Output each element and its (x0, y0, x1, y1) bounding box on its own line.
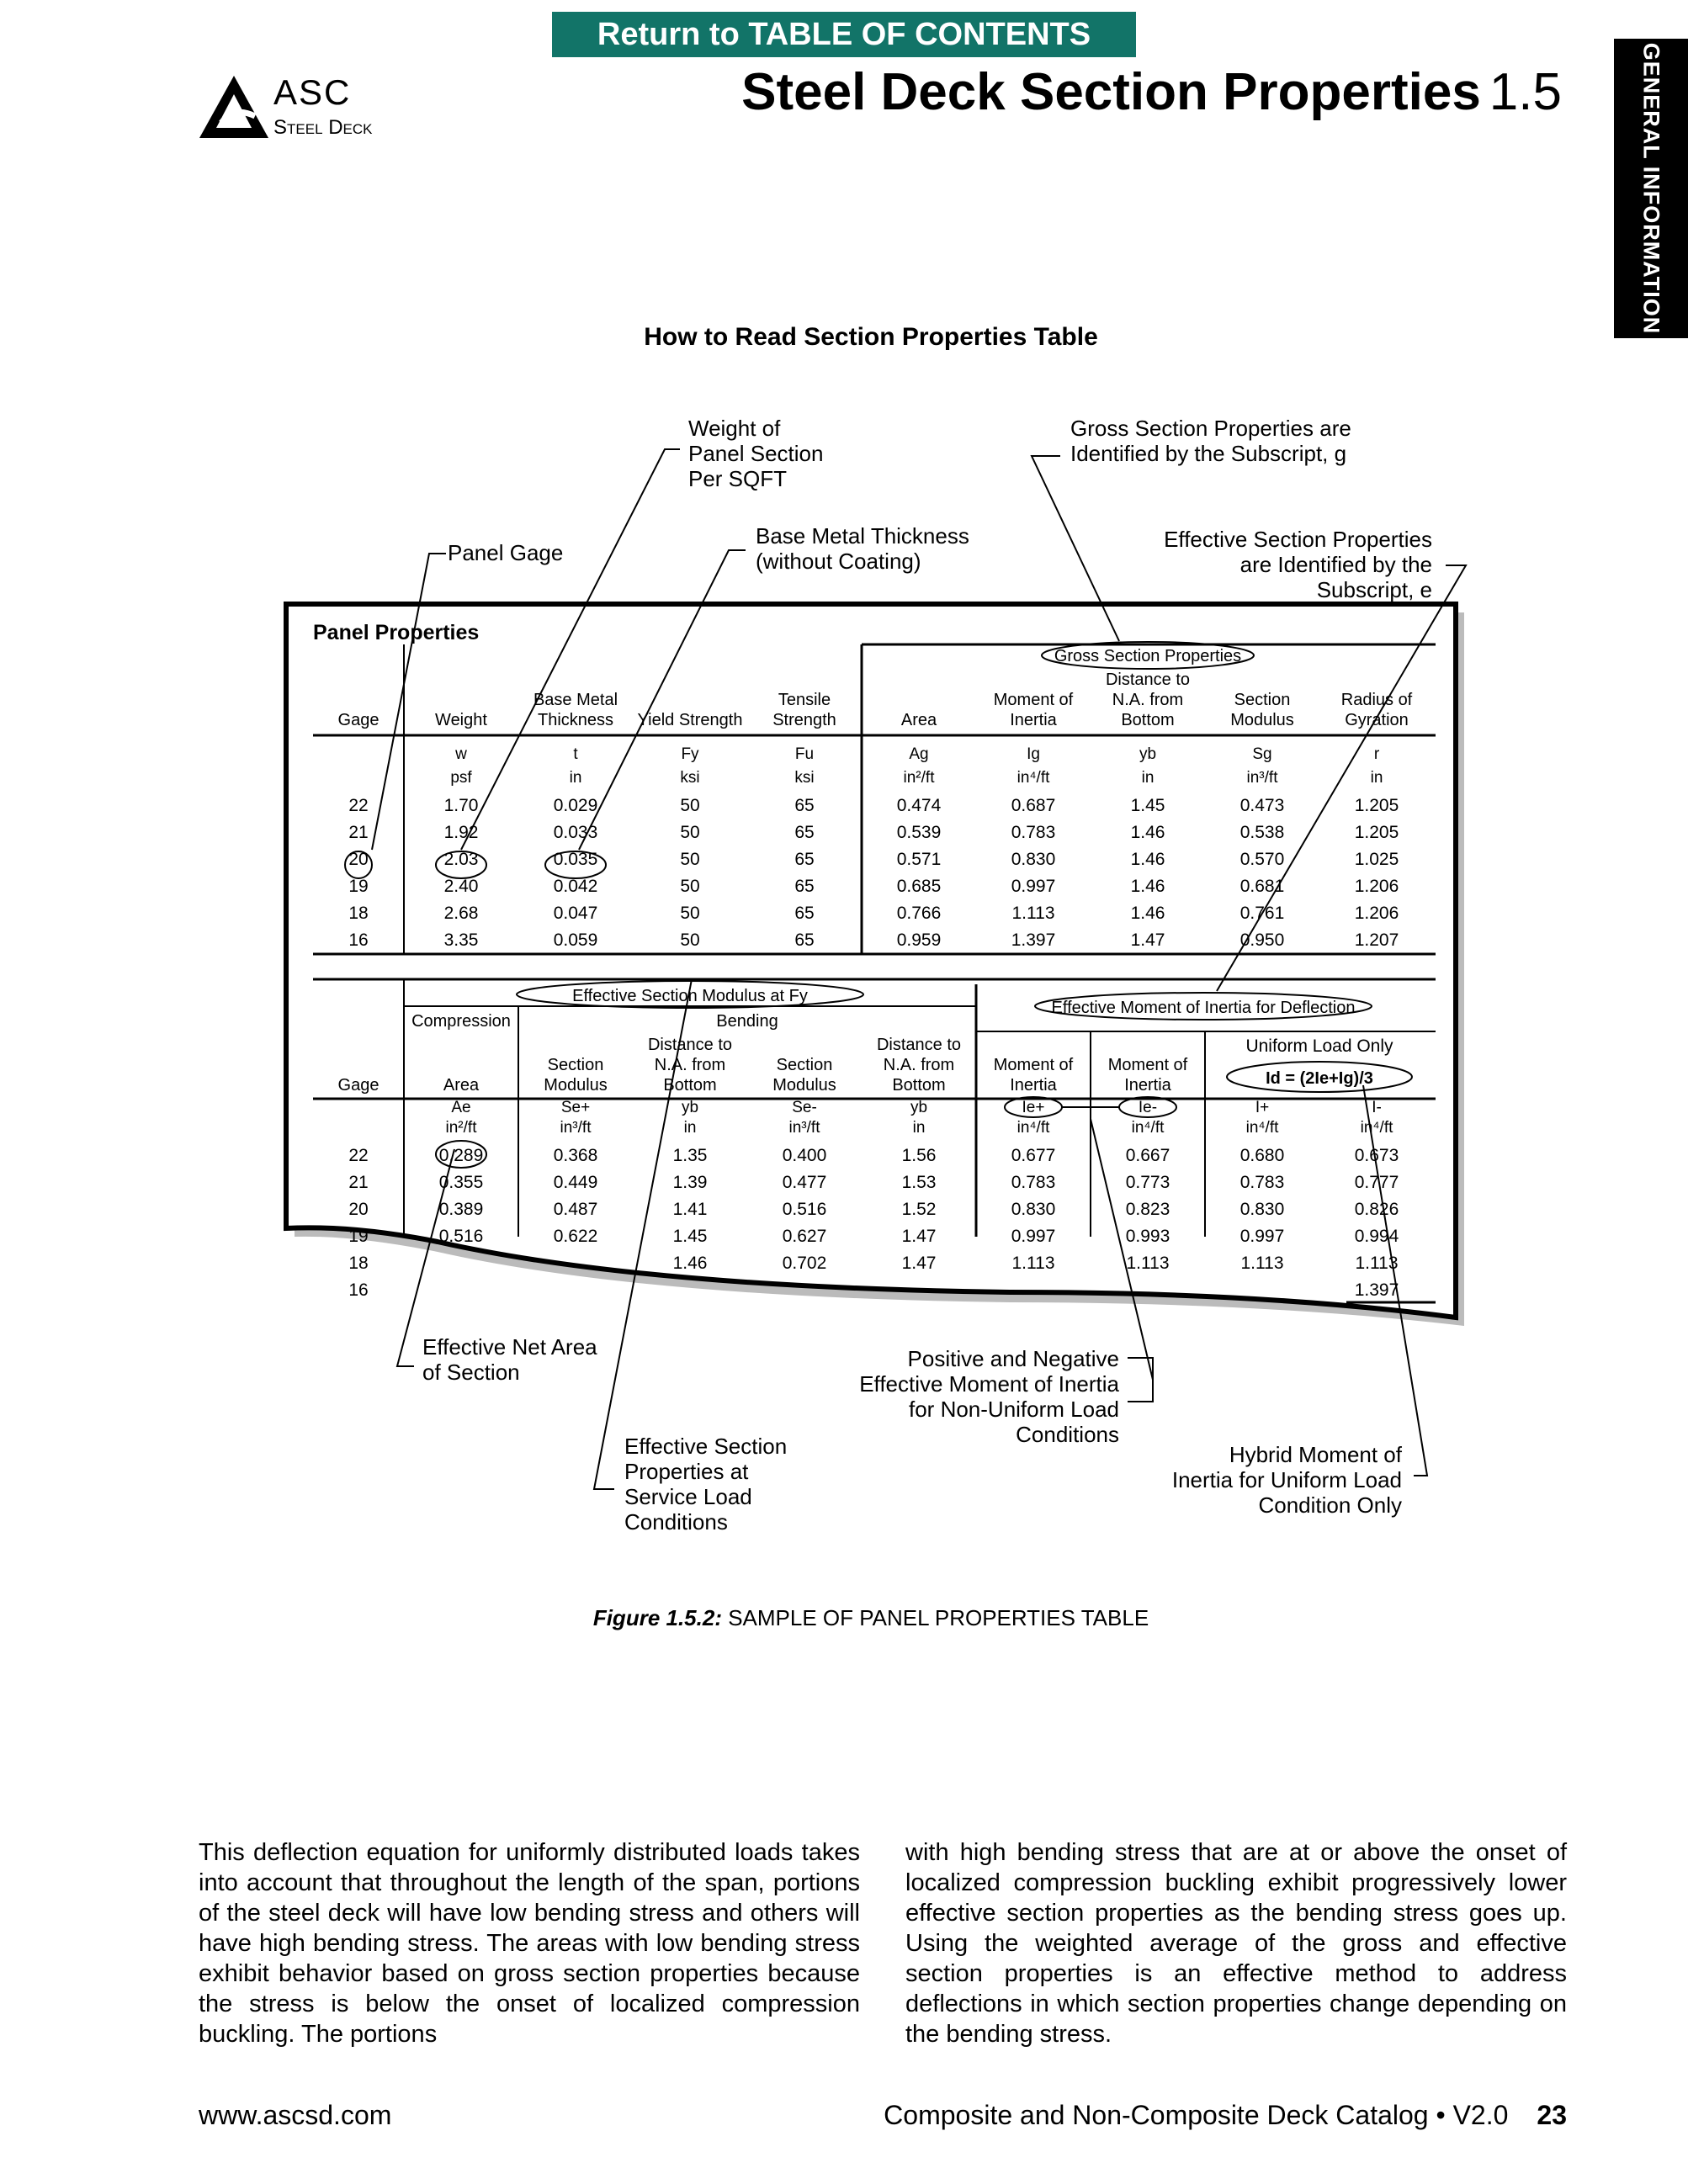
top-cell: 0.538 (1239, 823, 1285, 842)
top-cell: 20 (348, 850, 369, 869)
top-cell: 50 (680, 877, 700, 896)
bottom-cell: 1.56 (901, 1146, 937, 1165)
bottom-cell: 1.46 (672, 1254, 708, 1273)
callout-weight: Weight of Panel Section Per SQFT (688, 416, 824, 491)
top-cell: 0.783 (1011, 823, 1056, 842)
top-cell: 0.681 (1239, 877, 1285, 896)
top-cell: 0.570 (1239, 850, 1285, 869)
top-cell: 0.950 (1239, 930, 1285, 950)
bottom-cell: 0.449 (553, 1173, 598, 1192)
top-cell: 1.025 (1354, 850, 1399, 869)
bottom-unit: in⁴/ft (1131, 1119, 1165, 1137)
top-cell: 0.766 (896, 904, 942, 923)
top-header-label: Radius of (1340, 691, 1413, 709)
top-unit: in (569, 769, 582, 787)
bottom-unit: in⁴/ft (1245, 1119, 1279, 1137)
top-symbol: t (573, 745, 578, 763)
bottom-cell: 1.45 (672, 1227, 708, 1246)
top-cell: 1.397 (1011, 930, 1056, 950)
top-cell: 65 (794, 877, 815, 896)
bottom-unit: in²/ft (445, 1119, 477, 1137)
top-cell: 2.68 (443, 904, 479, 923)
bottom-cell: 1.35 (672, 1146, 708, 1165)
top-cell: 1.46 (1130, 823, 1165, 842)
bottom-cell: 0.677 (1011, 1146, 1056, 1165)
bottom-cell: 0.993 (1125, 1227, 1170, 1246)
top-symbol: Ag (909, 745, 929, 763)
bottom-header-label: Inertia (1010, 1076, 1057, 1095)
compression-label: Compression (411, 1012, 511, 1031)
top-cell: 50 (680, 850, 700, 869)
top-header-label: Thickness (537, 711, 614, 729)
top-cell: 50 (680, 930, 700, 950)
bottom-unit: in³/ft (560, 1119, 592, 1137)
bottom-cell: 0.673 (1354, 1146, 1399, 1165)
footer-url[interactable]: www.ascsd.com (199, 2100, 392, 2130)
top-cell: 0.035 (553, 850, 598, 869)
top-cell: 1.205 (1354, 823, 1399, 842)
top-unit: in²/ft (903, 769, 935, 787)
top-cell: 0.959 (896, 930, 942, 950)
bottom-cell: 0.289 (438, 1146, 484, 1165)
bottom-cell: 0.773 (1125, 1173, 1170, 1192)
bottom-symbol: I- (1372, 1099, 1382, 1116)
top-cell: 16 (348, 930, 369, 950)
gross-group-label: Gross Section Properties (1054, 647, 1242, 665)
bottom-cell: 0.826 (1354, 1200, 1399, 1219)
top-cell: 0.033 (553, 823, 598, 842)
figure-heading: How to Read Section Properties Table (644, 323, 1098, 351)
top-symbol: yb (1139, 745, 1157, 763)
effective-inertia-label: Effective Moment of Inertia for Deflection (1051, 999, 1356, 1017)
top-cell: 50 (680, 796, 700, 815)
bottom-header-label: Moment of (993, 1056, 1074, 1074)
logo-wordmark: ASC (273, 72, 352, 112)
bottom-header-label: Distance to (876, 1036, 962, 1054)
bottom-cell: 1.47 (901, 1254, 937, 1273)
top-cell: 1.46 (1130, 850, 1165, 869)
top-cell: 1.205 (1354, 796, 1399, 815)
bottom-cell: 1.39 (672, 1173, 708, 1192)
top-header-label: Area (900, 711, 937, 729)
caption-label: Figure 1.5.2: (592, 1605, 722, 1630)
top-cell: 1.206 (1354, 877, 1399, 896)
body-text-left: This deflection equation for uniformly distributed loads takes into account that throughout the length of the span, portions of the steel deck will have low bending stress and others will have high bending stress. The areas with low bending stress exhibit behavior based on gross section properties because the stress is below the onset of localized compression buckling. The portions (199, 1839, 860, 2048)
bottom-cell: 0.516 (438, 1227, 484, 1246)
top-header-label: N.A. from (1112, 691, 1184, 709)
top-cell: 1.113 (1011, 904, 1055, 923)
top-unit: in³/ft (1246, 769, 1278, 787)
section-number: 1.5 (1489, 63, 1562, 121)
bottom-symbol: Ie- (1138, 1099, 1158, 1116)
top-cell: 1.45 (1130, 796, 1165, 815)
bottom-cell: 0.823 (1125, 1200, 1170, 1219)
footer-catalog (884, 2100, 1567, 2131)
top-cell: 0.539 (896, 823, 942, 842)
top-header-label: Strength (772, 711, 836, 729)
bottom-cell: 0.389 (438, 1200, 484, 1219)
top-cell: 65 (794, 850, 815, 869)
bottom-cell: 0.777 (1354, 1173, 1399, 1192)
bottom-header-label: Moment of (1107, 1056, 1188, 1074)
bottom-cell: 0.994 (1354, 1227, 1399, 1246)
top-cell: 0.474 (896, 796, 942, 815)
bottom-symbol: Se+ (560, 1099, 591, 1116)
bottom-unit: in (912, 1119, 926, 1137)
footer-catalog-text: Composite and Non-Composite Deck Catalog • V2.0 (884, 2100, 1509, 2130)
bottom-cell: 0.783 (1011, 1173, 1056, 1192)
top-cell: 0.042 (553, 877, 598, 896)
top-cell: 1.46 (1130, 877, 1165, 896)
side-tab-label: GENERAL INFORMATION (1638, 42, 1664, 335)
figure-caption (0, 1605, 1688, 1631)
bottom-header-label: Gage (337, 1076, 380, 1095)
top-cell: 22 (348, 796, 369, 815)
top-symbol: Fy (681, 745, 699, 763)
callout-effective: Effective Section Properties are Identified by the Subscript, e (1164, 527, 1432, 602)
top-header-label: Section (1234, 691, 1291, 709)
bottom-cell: 0.368 (553, 1146, 598, 1165)
callout-net-area: Effective Net Area of Section (422, 1334, 597, 1385)
bottom-cell: 0.487 (553, 1200, 598, 1219)
bottom-symbol: yb (681, 1099, 699, 1116)
top-header-label: Bottom (1121, 711, 1175, 729)
bottom-cell: 22 (348, 1146, 369, 1165)
caption-text: SAMPLE OF PANEL PROPERTIES TABLE (728, 1605, 1149, 1630)
bottom-header-label: Section (547, 1056, 604, 1074)
top-cell: 19 (348, 877, 369, 896)
top-unit: ksi (680, 769, 700, 787)
bottom-header-label: N.A. from (654, 1056, 726, 1074)
bottom-header-label: Modulus (772, 1076, 836, 1095)
bottom-unit: in (683, 1119, 697, 1137)
top-symbol: Ig (1027, 745, 1040, 763)
top-header-label: Modulus (1230, 711, 1294, 729)
top-cell: 65 (794, 796, 815, 815)
bottom-cell: 20 (348, 1200, 369, 1219)
bottom-cell: 1.41 (672, 1200, 708, 1219)
body-text-right: with high bending stress that are at or above the onset of localized compression buckling exhibit progressively lower effective section properties as the bending stress goes up. Using the weighted average of the gross and effective section properties is an effective method to address deflections in which section properties change depending on the bending stress. (905, 1839, 1567, 2048)
bottom-header-label: Section (776, 1056, 833, 1074)
bottom-cell: 1.53 (901, 1173, 937, 1192)
bottom-symbol: Ae (451, 1099, 471, 1116)
bottom-cell: 1.113 (1126, 1254, 1170, 1273)
bottom-header-label: Modulus (544, 1076, 608, 1095)
top-cell: 1.207 (1354, 930, 1399, 950)
logo-subtitle: Steel Deck (273, 116, 373, 139)
bottom-cell: 1.47 (901, 1227, 937, 1246)
top-cell: 1.46 (1130, 904, 1165, 923)
top-cell: 0.059 (553, 930, 598, 950)
bottom-symbol: yb (910, 1099, 928, 1116)
top-cell: 65 (794, 823, 815, 842)
bottom-cell: 0.783 (1239, 1173, 1285, 1192)
formula-label: Id = (2Ie+Ig)/3 (1266, 1069, 1373, 1088)
callout-hybrid: Hybrid Moment of Inertia for Uniform Load Condition Only (1171, 1442, 1402, 1518)
top-header-label: Tensile (778, 691, 831, 709)
top-cell: 0.997 (1011, 877, 1056, 896)
bottom-header-label: Area (443, 1076, 480, 1095)
top-cell: 0.761 (1239, 904, 1285, 923)
top-cell: 0.687 (1011, 796, 1056, 815)
bottom-cell: 0.516 (782, 1200, 827, 1219)
top-cell: 18 (348, 904, 369, 923)
top-header-label: Gyration (1345, 711, 1409, 729)
top-symbol: r (1373, 745, 1380, 763)
bottom-cell: 0.680 (1239, 1146, 1285, 1165)
top-unit: in⁴/ft (1017, 769, 1050, 787)
top-header-label: Moment of (993, 691, 1074, 709)
top-cell: 2.03 (443, 850, 479, 869)
table-title: Panel Properties (313, 621, 480, 644)
top-symbol: w (455, 745, 467, 763)
top-cell: 1.206 (1354, 904, 1399, 923)
bottom-cell: 1.113 (1240, 1254, 1284, 1273)
callout-gross: Gross Section Properties are Identified by the Subscript, g (1070, 416, 1351, 466)
bottom-cell: 0.702 (782, 1254, 827, 1273)
top-header-label: Gage (337, 711, 380, 729)
callout-service: Effective Section Properties at Service Load Conditions (624, 1434, 788, 1535)
bottom-cell: 1.113 (1011, 1254, 1055, 1273)
top-header-label: Yield Strength (637, 711, 743, 729)
top-unit: in (1370, 769, 1383, 787)
callout-pos-neg: Positive and Negative Effective Moment of Inertia for Non-Uniform Load Conditions (859, 1346, 1119, 1447)
bottom-header-label: Bottom (892, 1076, 946, 1095)
bottom-cell: 0.830 (1239, 1200, 1285, 1219)
top-cell: 0.029 (553, 796, 598, 815)
top-unit: ksi (794, 769, 815, 787)
bottom-header-label: N.A. from (883, 1056, 955, 1074)
top-header-label: Distance to (1105, 671, 1191, 689)
bottom-cell: 0.997 (1011, 1227, 1056, 1246)
page-title-text: Steel Deck Section Properties (741, 63, 1481, 121)
callout-base-metal: Base Metal Thickness (without Coating) (756, 523, 969, 574)
bottom-header-label: Distance to (647, 1036, 733, 1054)
bottom-symbol: Ie+ (1022, 1099, 1045, 1116)
bottom-cell: 19 (348, 1227, 369, 1246)
uniform-load-label: Uniform Load Only (1245, 1036, 1393, 1056)
bottom-cell: 16 (348, 1280, 369, 1300)
bottom-header-label: Inertia (1124, 1076, 1171, 1095)
top-cell: 65 (794, 930, 815, 950)
effective-modulus-label: Effective Section Modulus at Fy (572, 987, 808, 1005)
top-header-label: Inertia (1010, 711, 1057, 729)
bottom-symbol: I+ (1255, 1099, 1270, 1116)
top-cell: 0.830 (1011, 850, 1056, 869)
bottom-header-label: Bottom (663, 1076, 717, 1095)
top-cell: 65 (794, 904, 815, 923)
top-header-label: Weight (435, 711, 487, 729)
top-symbol: Sg (1252, 745, 1272, 763)
top-cell: 1.70 (443, 796, 479, 815)
top-cell: 0.047 (553, 904, 598, 923)
table-of-contents-link[interactable]: Return to TABLE OF CONTENTS (552, 12, 1136, 57)
top-cell: 0.571 (896, 850, 942, 869)
top-cell: 21 (348, 823, 369, 842)
top-cell: 1.47 (1130, 930, 1165, 950)
bottom-cell: 0.830 (1011, 1200, 1056, 1219)
bottom-cell: 1.52 (901, 1200, 937, 1219)
bottom-cell: 0.627 (782, 1227, 827, 1246)
bending-label: Bending (716, 1012, 778, 1031)
bottom-unit: in⁴/ft (1360, 1119, 1393, 1137)
bottom-cell: 1.113 (1355, 1254, 1399, 1273)
bottom-unit: in³/ft (788, 1119, 820, 1137)
top-cell: 0.685 (896, 877, 942, 896)
top-cell: 1.92 (443, 823, 479, 842)
bottom-cell: 18 (348, 1254, 369, 1273)
bottom-symbol: Se- (792, 1099, 817, 1116)
page-number: 23 (1537, 2100, 1567, 2130)
bottom-cell: 0.400 (782, 1146, 827, 1165)
bottom-unit: in⁴/ft (1017, 1119, 1050, 1137)
top-cell: 0.473 (1239, 796, 1285, 815)
callout-panel-gage: Panel Gage (448, 540, 564, 565)
top-symbol: Fu (794, 745, 815, 763)
bottom-cell: 0.622 (553, 1227, 598, 1246)
bottom-cell: 21 (348, 1173, 369, 1192)
bottom-cell: 0.355 (438, 1173, 484, 1192)
bottom-cell: 1.397 (1354, 1280, 1399, 1300)
top-cell: 3.35 (443, 930, 479, 950)
top-cell: 50 (680, 904, 700, 923)
bottom-cell: 0.667 (1125, 1146, 1170, 1165)
top-cell: 2.40 (443, 877, 479, 896)
top-cell: 50 (680, 823, 700, 842)
bottom-cell: 0.477 (782, 1173, 827, 1192)
bottom-cell: 0.997 (1239, 1227, 1285, 1246)
top-unit: psf (450, 769, 472, 787)
top-unit: in (1141, 769, 1155, 787)
top-header-label: Base Metal (533, 691, 618, 709)
